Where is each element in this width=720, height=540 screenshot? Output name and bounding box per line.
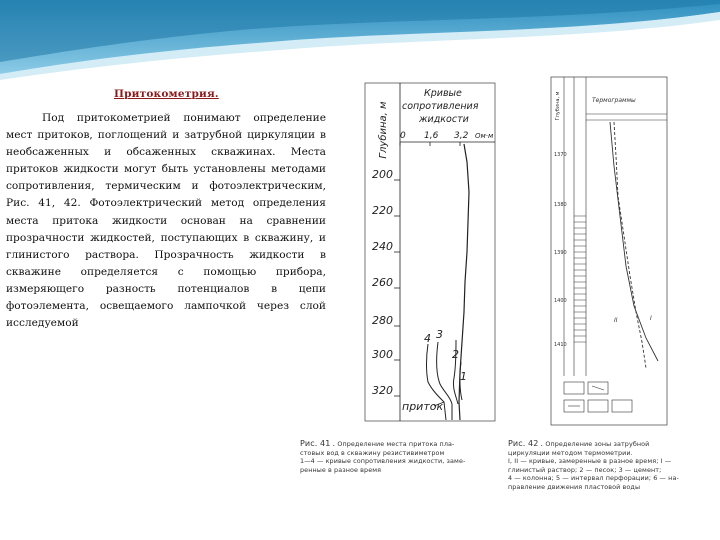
fig42-legend (564, 382, 632, 412)
fig41-depth-300: 300 (372, 348, 393, 361)
fig41-depth-260: 260 (372, 276, 393, 289)
fig41-curve-label-3: 3 (436, 328, 443, 341)
fig41-curve-label-2: 2 (452, 348, 459, 361)
fig41-caption-head: Рис. 41 (300, 439, 331, 448)
fig42-depth-1400: 1400 (554, 298, 567, 304)
fig41-depth-axis-label: Глубина, м (378, 101, 389, 159)
fig41-scale-unit: Ом·м (475, 132, 494, 140)
fig41-curve-label-1: 1 (460, 370, 467, 383)
fig41-depth-240: 240 (372, 240, 393, 253)
fig42-depth-1390: 1390 (554, 250, 567, 256)
fig41-curves-title: Кривые (424, 88, 462, 99)
fig42-depth-1370: 1370 (554, 152, 567, 158)
fig41-depth-200: 200 (372, 168, 393, 181)
fig41-curve-label-4: 4 (424, 332, 431, 345)
svg-text:жидкости: жидкости (419, 114, 469, 125)
fig41-scale-tick-1: 1,6 (424, 131, 439, 141)
fig41-depth-220: 220 (372, 204, 393, 217)
fig42-curve-label-II: II (614, 317, 618, 324)
body-paragraph (6, 110, 326, 332)
fig41-scale-tick-2: 3,2 (454, 131, 469, 141)
fig41-scale-tick-0: 0 (400, 131, 406, 141)
fig42-depth-1410: 1410 (554, 342, 567, 348)
header-wave-decoration (0, 0, 720, 80)
fig42-caption: Рис. 42 . Определение зоны затрубной циркуляции методом термометрии. I, II — кривые, замеренные в разное время; I — глинистый раствор; 2 — песок; 3 — цемент; 4 — колонна; 5 — интервал перфорации; 6 — на- правление движения пластовой воды (508, 439, 679, 491)
fig41-depth-320: 320 (372, 384, 393, 397)
fig41-caption: Рис. 41 . Определение места притока пла- стовых вод в скважину резистивиметром 1—4 — кривые сопротивления жидкости, заме- ренные в разное время (300, 439, 466, 474)
fig42-side-label: Глубина, м (555, 91, 561, 121)
fig42-curve-I (610, 122, 658, 361)
fig42-caption-head: Рис. 42 (508, 439, 539, 448)
fig42-curve-label-I: I (650, 315, 652, 322)
figure-42-thermograms (550, 76, 668, 426)
paragraph-text: Под притокометрией понимают определение мест притоков, поглощений и затрубной циркуляции в необсаженных и обсаженных скважинах. Места притоков жидкости могут быть установлены методами сопротивления, термическим и фотоэлектрическим, Рис. 41, 42. Фотоэлектрический метод определения места притока жидкости основан на сравнении прозрачности жидкостей, поступающих в скважину, и глинистого раствора. Прозрачность жидкости в скважине определяется с помощью прибора, измеряющего разность потенциалов в цепи фотоэлемента, освещаемого лампочкой через слой исследуемой (6, 112, 326, 330)
svg-text:сопротивления: сопротивления (402, 101, 479, 112)
fig42-curve-II (614, 122, 646, 368)
fig41-depth-280: 280 (372, 314, 393, 327)
fig42-depth-1380: 1380 (554, 202, 567, 208)
fig41-inflow-label: приток (402, 400, 444, 413)
fig42-curves-title: Термограммы (592, 97, 636, 104)
page-title: Притокометрия. (114, 88, 219, 100)
figure-41-resistivity-curves (364, 82, 496, 422)
